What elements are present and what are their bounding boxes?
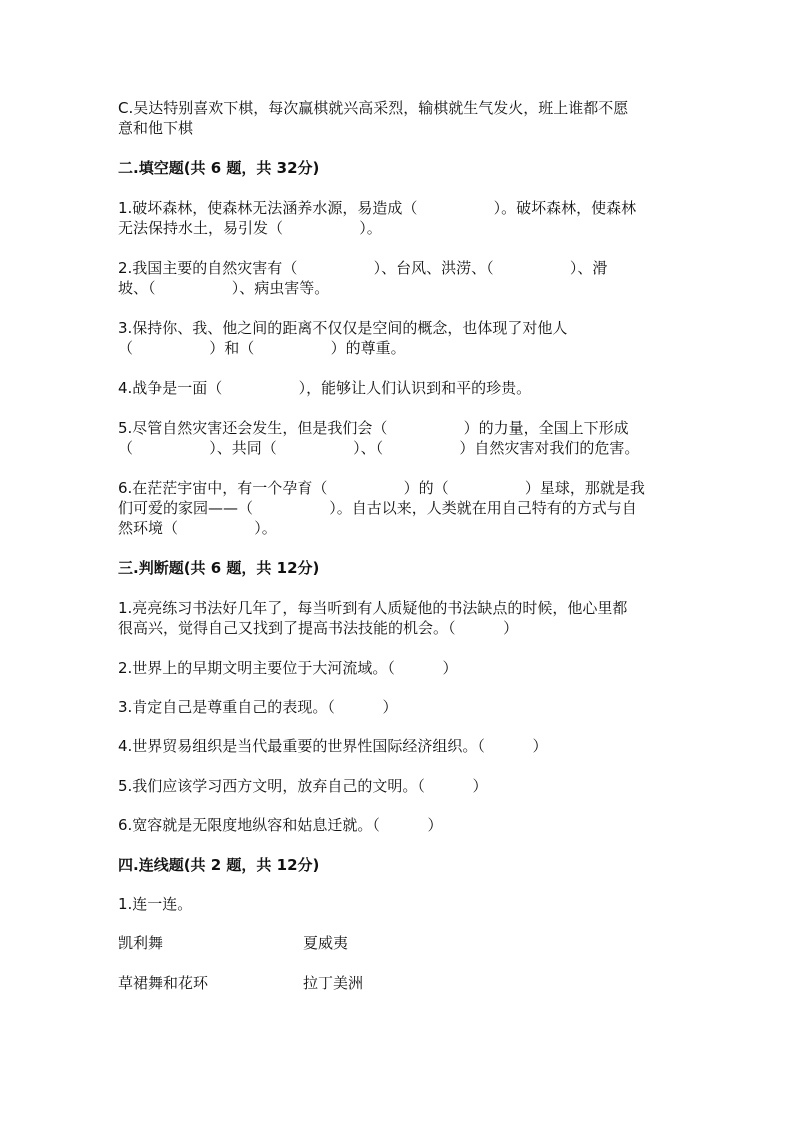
judge-q1-line-1: 1.亮亮练习书法好几年了，每当听到有人质疑他的书法缺点的时候，他心里都 bbox=[118, 599, 628, 617]
section-true-false-title: 三.判断题(共 6 题，共 12分) bbox=[118, 559, 320, 577]
matching-right-item: 夏威夷 bbox=[303, 934, 349, 952]
judge-q3: 3.肯定自己是尊重自己的表现。（ ） bbox=[118, 698, 398, 716]
fill-q1-line-2: 无法保持水土，易引发（ ）。 bbox=[118, 219, 382, 237]
fill-q1-line-1: 1.破坏森林，使森林无法涵养水源，易造成（ ）。破坏森林，使森林 bbox=[118, 199, 637, 217]
judge-q6: 6.宽容就是无限度地纵容和姑息迁就。（ ） bbox=[118, 816, 443, 834]
fill-q6-line-1: 6.在茫茫宇宙中，有一个孕育（ ）的（ ）星球，那就是我 bbox=[118, 479, 645, 497]
section-matching-title: 四.连线题(共 2 题，共 12分) bbox=[118, 856, 320, 874]
judge-q5: 5.我们应该学习西方文明，放弃自己的文明。（ ） bbox=[118, 777, 488, 795]
section-fill-blank-title: 二.填空题(共 6 题，共 32分) bbox=[118, 159, 320, 177]
fill-q4: 4.战争是一面（ ），能够让人们认识到和平的珍贵。 bbox=[118, 379, 532, 397]
judge-q1-line-2: 很高兴，觉得自己又找到了提高书法技能的机会。（ ） bbox=[118, 619, 519, 637]
fill-q3-line-2: （ ）和（ ）的尊重。 bbox=[118, 339, 406, 357]
matching-left-item: 草裙舞和花环 bbox=[118, 974, 209, 992]
matching-left-item: 凯利舞 bbox=[118, 934, 164, 952]
fill-q5-line-1: 5.尽管自然灾害还会发生，但是我们会（ ）的力量，全国上下形成 bbox=[118, 419, 629, 437]
fill-q5-line-2: （ ）、共同（ ）、（ ）自然灾害对我们的危害。 bbox=[118, 439, 640, 457]
option-c-line-2: 意和他下棋 bbox=[118, 119, 194, 137]
option-c-line-1: C.吴达特别喜欢下棋，每次赢棋就兴高采烈，输棋就生气发火，班上谁都不愿 bbox=[118, 99, 629, 117]
fill-q3-line-1: 3.保持你、我、他之间的距离不仅仅是空间的概念，也体现了对他人 bbox=[118, 319, 568, 337]
fill-q6-line-2: 们可爱的家园——（ ）。自古以来，人类就在用自己特有的方式与自 bbox=[118, 499, 637, 517]
fill-q2-line-1: 2.我国主要的自然灾害有（ ）、台风、洪涝、（ ）、滑 bbox=[118, 259, 608, 277]
matching-q1-prompt: 1.连一连。 bbox=[118, 895, 193, 913]
judge-q2: 2.世界上的早期文明主要位于大河流域。（ ） bbox=[118, 659, 458, 677]
judge-q4: 4.世界贸易组织是当代最重要的世界性国际经济组织。（ ） bbox=[118, 737, 548, 755]
matching-right-item: 拉丁美洲 bbox=[303, 974, 364, 992]
fill-q6-line-3: 然环境（ ）。 bbox=[118, 519, 277, 537]
fill-q2-line-2: 坡、（ ）、病虫害等。 bbox=[118, 279, 330, 297]
